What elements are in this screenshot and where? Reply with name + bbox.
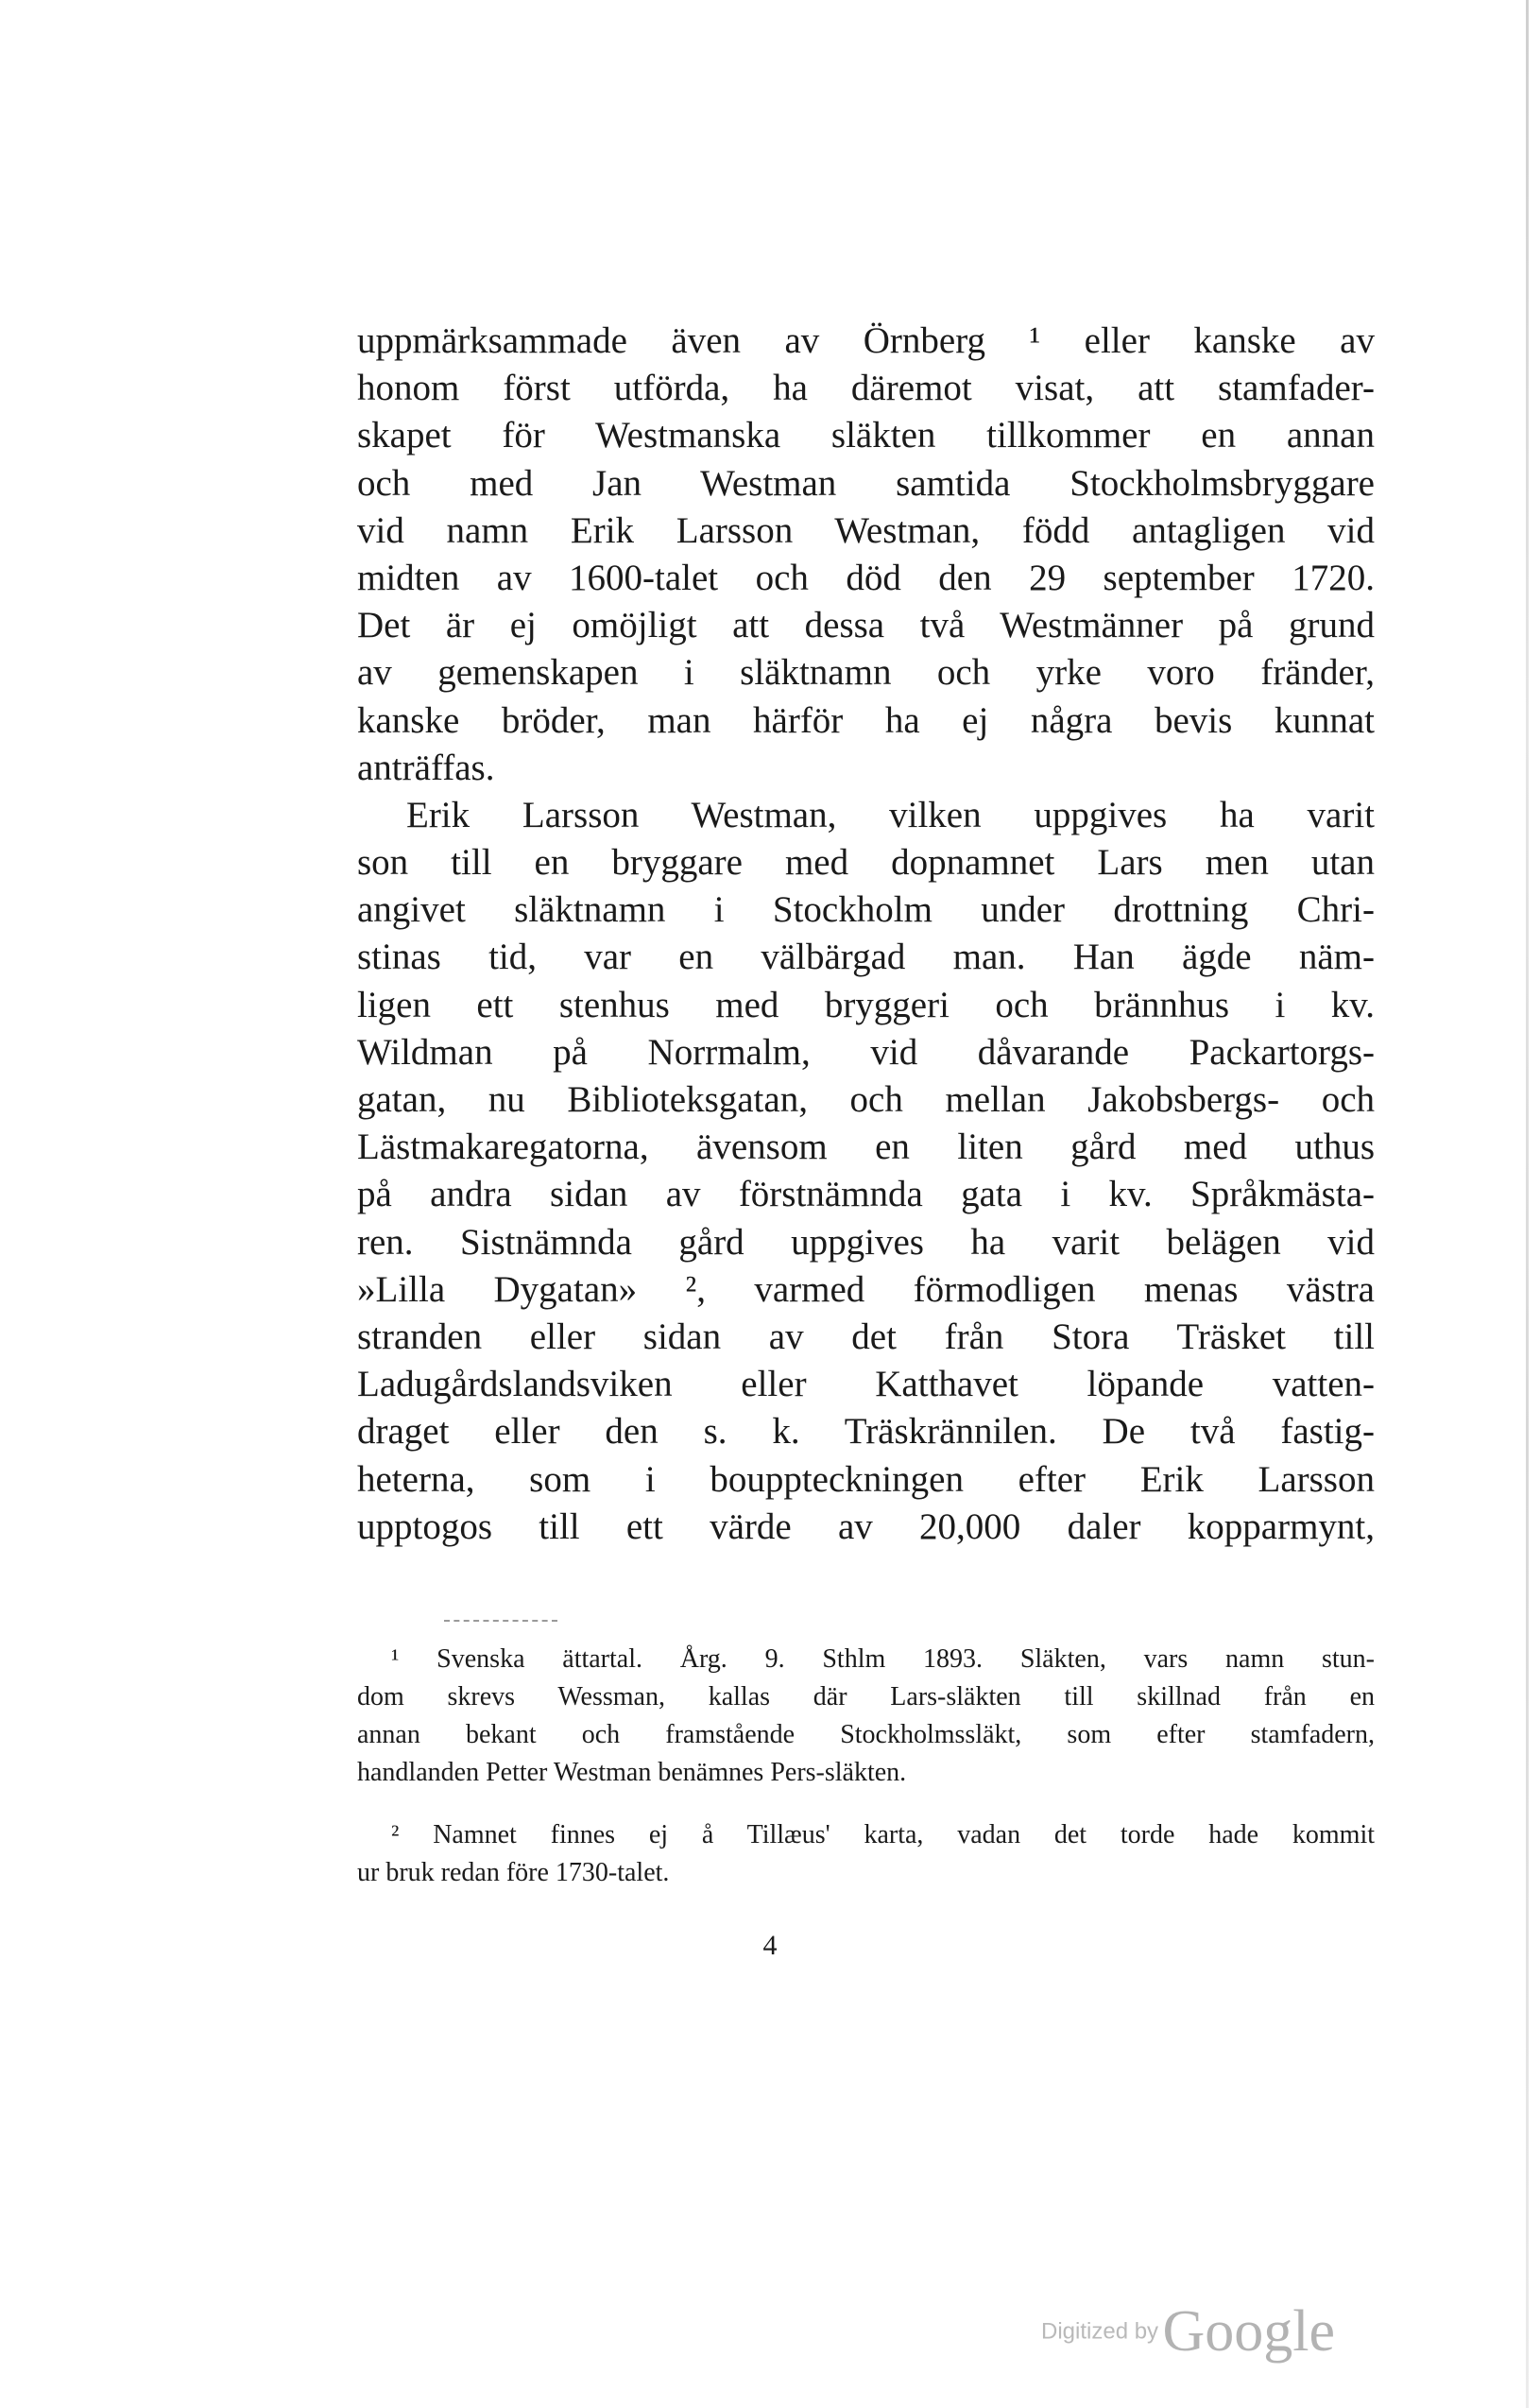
- text-line: Lästmakaregatorna, ävensom en liten gård med uthus: [357, 1127, 1375, 1168]
- footnote-line: dom skrevs Wessman, kallas där Lars-släkten till skillnad från en: [357, 1682, 1375, 1711]
- text-line: honom först utförda, ha däremot visat, att stamfader-: [357, 368, 1375, 409]
- page-number: 4: [762, 1930, 778, 1961]
- watermark-prefix: Digitized by: [1041, 2318, 1159, 2345]
- page-edge-shadow: [1526, 0, 1529, 2408]
- text-line: Erik Larsson Westman, vilken uppgives ha varit: [406, 794, 1375, 835]
- watermark-brand-logo: Google: [1162, 2299, 1336, 2364]
- text-line: och med Jan Westman samtida Stockholmsbryggare: [357, 462, 1375, 504]
- main-text-block: [357, 318, 1375, 1551]
- text-line: skapet för Westmanska släkten tillkommer en annan: [357, 415, 1375, 456]
- text-line: son till en bryggare med dopnamnet Lars men utan: [357, 842, 1375, 884]
- text-line: Wildman på Norrmalm, vid dåvarande Packartorgs-: [357, 1031, 1375, 1073]
- text-line: Ladugårdslandsviken eller Katthavet löpande vatten-: [357, 1364, 1375, 1405]
- text-line: upptogos till ett värde av 20,000 daler kopparmynt,: [357, 1505, 1375, 1547]
- text-line: draget eller den s. k. Träskrännilen. De två fastig-: [357, 1411, 1375, 1453]
- text-line: ren. Sistnämnda gård uppgives ha varit belägen vid: [357, 1221, 1375, 1263]
- footnote-line: ² Namnet finnes ej å Tillæus' karta, vadan det torde hade kommit: [391, 1820, 1375, 1849]
- text-line: anträffas.: [357, 747, 495, 788]
- footnotes-block: [357, 1641, 1375, 1892]
- text-line: stranden eller sidan av det från Stora Träsket till: [357, 1316, 1375, 1357]
- footnote-line: ur bruk redan före 1730-talet.: [357, 1858, 670, 1887]
- text-line: »Lilla Dygatan» ², varmed förmodligen menas västra: [357, 1268, 1375, 1310]
- text-line: av gemenskapen i släktnamn och yrke voro fränder,: [357, 652, 1375, 694]
- footnote-gap: [357, 1792, 1375, 1816]
- digitized-watermark: [1041, 2298, 1335, 2365]
- text-line: gatan, nu Biblioteksgatan, och mellan Jakobsbergs- och: [357, 1079, 1375, 1120]
- footnote-line: ¹ Svenska ättartal. Årg. 9. Sthlm 1893. Släkten, vars namn stun-: [391, 1644, 1375, 1674]
- text-line: ligen ett stenhus med bryggeri och brännhus i kv.: [357, 984, 1375, 1025]
- text-line: kanske bröder, man härför ha ej några bevis kunnat: [357, 699, 1375, 741]
- text-line: vid namn Erik Larsson Westman, född antagligen vid: [357, 509, 1375, 551]
- text-line: uppmärksammade även av Örnberg ¹ eller kanske av: [357, 320, 1375, 361]
- footnote-line: handlanden Petter Westman benämnes Pers-släkten.: [357, 1758, 907, 1787]
- text-line: angivet släktnamn i Stockholm under drottning Chri-: [357, 889, 1375, 931]
- footnote-separator: [444, 1620, 557, 1622]
- text-line: på andra sidan av förstnämnda gata i kv. Språkmästa-: [357, 1174, 1375, 1215]
- text-line: Det är ej omöjligt att dessa två Westmänner på grund: [357, 605, 1375, 646]
- text-line: midten av 1600-talet och död den 29 september 1720.: [357, 557, 1375, 598]
- footnote-line: annan bekant och framstående Stockholmssläkt, som efter stamfadern,: [357, 1720, 1375, 1749]
- text-line: stinas tid, var en välbärgad man. Han ägde näm-: [357, 937, 1375, 978]
- text-line: heterna, som i bouppteckningen efter Erik Larsson: [357, 1458, 1375, 1500]
